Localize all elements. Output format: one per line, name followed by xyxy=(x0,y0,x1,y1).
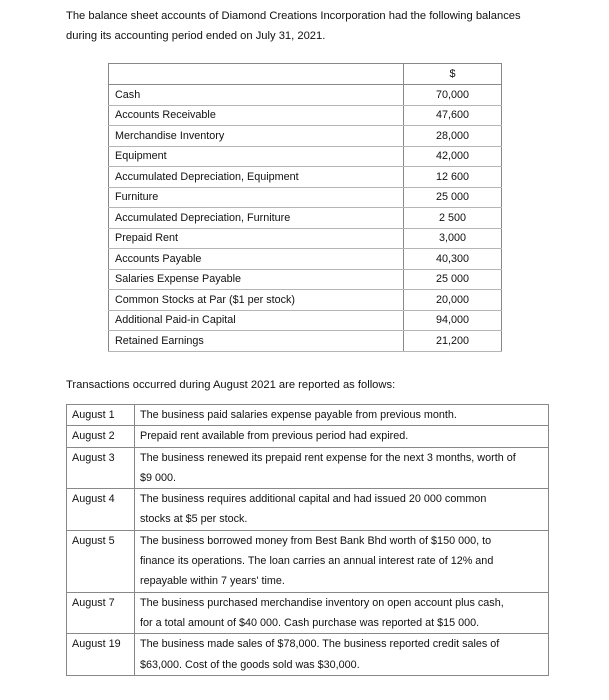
balance-row xyxy=(109,249,502,270)
intro-line-2: during its accounting period ended on July 31, 2021. xyxy=(66,30,326,42)
account-name-cell: Cash xyxy=(109,85,404,106)
account-name-cell: Common Stocks at Par ($1 per stock) xyxy=(109,290,404,311)
transaction-description-line: $63,000. Cost of the goods sold was $30,000. xyxy=(140,658,360,671)
account-amount-cell: 25 000 xyxy=(404,187,502,208)
transaction-description-line: repayable within 7 years' time. xyxy=(140,575,285,588)
transaction-description-line: $9 000. xyxy=(140,471,177,484)
transaction-description-cell xyxy=(135,634,549,676)
balance-row xyxy=(109,331,502,352)
account-amount-cell: 70,000 xyxy=(404,85,502,106)
account-amount-cell: 25 000 xyxy=(404,269,502,290)
transactions-table xyxy=(66,404,549,676)
balance-row xyxy=(109,105,502,126)
balance-row xyxy=(109,187,502,208)
balance-row xyxy=(109,126,502,147)
transaction-row xyxy=(67,405,549,426)
transaction-description-cell xyxy=(135,405,549,426)
balance-row xyxy=(109,228,502,249)
transaction-description-line: stocks at $5 per stock. xyxy=(140,513,248,526)
balance-row xyxy=(109,290,502,311)
account-amount-cell: 21,200 xyxy=(404,331,502,352)
transaction-date-cell: August 1 xyxy=(67,405,135,426)
transaction-row xyxy=(67,489,549,531)
account-name-cell: Prepaid Rent xyxy=(109,228,404,249)
balance-row xyxy=(109,146,502,167)
transaction-row xyxy=(67,530,549,592)
account-amount-cell: 94,000 xyxy=(404,310,502,331)
account-amount-cell: 28,000 xyxy=(404,126,502,147)
header-currency-cell: $ xyxy=(404,64,502,85)
balance-row xyxy=(109,310,502,331)
account-name-cell: Merchandise Inventory xyxy=(109,126,404,147)
balance-row xyxy=(109,85,502,106)
account-name-cell: Accounts Payable xyxy=(109,249,404,270)
account-amount-cell: 40,300 xyxy=(404,249,502,270)
account-amount-cell: 42,000 xyxy=(404,146,502,167)
transaction-date-cell: August 3 xyxy=(67,447,135,489)
transaction-row xyxy=(67,634,549,676)
account-name-cell: Accounts Receivable xyxy=(109,105,404,126)
transaction-description-cell xyxy=(135,530,549,592)
transactions-intro: Transactions occurred during August 2021 are reported as follows: xyxy=(66,379,396,391)
transaction-description-line: The business requires additional capital and had issued 20 000 common xyxy=(140,493,487,506)
account-amount-cell: 2 500 xyxy=(404,208,502,229)
transaction-description-line: The business renewed its prepaid rent expense for the next 3 months, worth of xyxy=(140,451,516,464)
account-amount-cell: 3,000 xyxy=(404,228,502,249)
account-amount-cell: 47,600 xyxy=(404,105,502,126)
transaction-date-cell: August 2 xyxy=(67,426,135,447)
transaction-description-cell xyxy=(135,426,549,447)
balance-header-row xyxy=(109,64,502,85)
account-name-cell: Equipment xyxy=(109,146,404,167)
account-name-cell: Additional Paid-in Capital xyxy=(109,310,404,331)
transaction-row xyxy=(67,426,549,447)
account-amount-cell: 20,000 xyxy=(404,290,502,311)
intro-line-1: The balance sheet accounts of Diamond Creations Incorporation had the following balances xyxy=(66,10,521,22)
transaction-row xyxy=(67,592,549,634)
intro-paragraph xyxy=(66,6,586,46)
transaction-description-line: The business paid salaries expense payable from previous month. xyxy=(140,409,457,421)
transaction-date-cell: August 7 xyxy=(67,592,135,634)
account-name-cell: Retained Earnings xyxy=(109,331,404,352)
account-name-cell: Salaries Expense Payable xyxy=(109,269,404,290)
transaction-date-cell: August 4 xyxy=(67,489,135,531)
transaction-description-line: The business purchased merchandise inventory on open account plus cash, xyxy=(140,596,504,609)
transaction-description-cell xyxy=(135,447,549,489)
transaction-description-line: The business borrowed money from Best Bank Bhd worth of $150 000, to xyxy=(140,534,492,547)
account-name-cell: Accumulated Depreciation, Furniture xyxy=(109,208,404,229)
balance-row xyxy=(109,269,502,290)
transaction-row xyxy=(67,447,549,489)
header-account-cell xyxy=(109,64,404,85)
transaction-description-line: Prepaid rent available from previous period had expired. xyxy=(140,430,409,443)
transaction-date-cell: August 19 xyxy=(67,634,135,676)
transaction-description-cell xyxy=(135,489,549,531)
balance-row xyxy=(109,167,502,188)
transaction-description-line: The business made sales of $78,000. The business reported credit sales of xyxy=(140,638,500,651)
balance-sheet-table xyxy=(108,63,502,352)
account-name-cell: Accumulated Depreciation, Equipment xyxy=(109,167,404,188)
balance-row xyxy=(109,208,502,229)
transaction-description-line: for a total amount of $40 000. Cash purchase was reported at $15 000. xyxy=(140,616,480,629)
account-name-cell: Furniture xyxy=(109,187,404,208)
transaction-description-cell xyxy=(135,592,549,634)
account-amount-cell: 12 600 xyxy=(404,167,502,188)
transaction-date-cell: August 5 xyxy=(67,530,135,592)
transaction-description-line: finance its operations. The loan carries an annual interest rate of 12% and xyxy=(140,555,494,568)
